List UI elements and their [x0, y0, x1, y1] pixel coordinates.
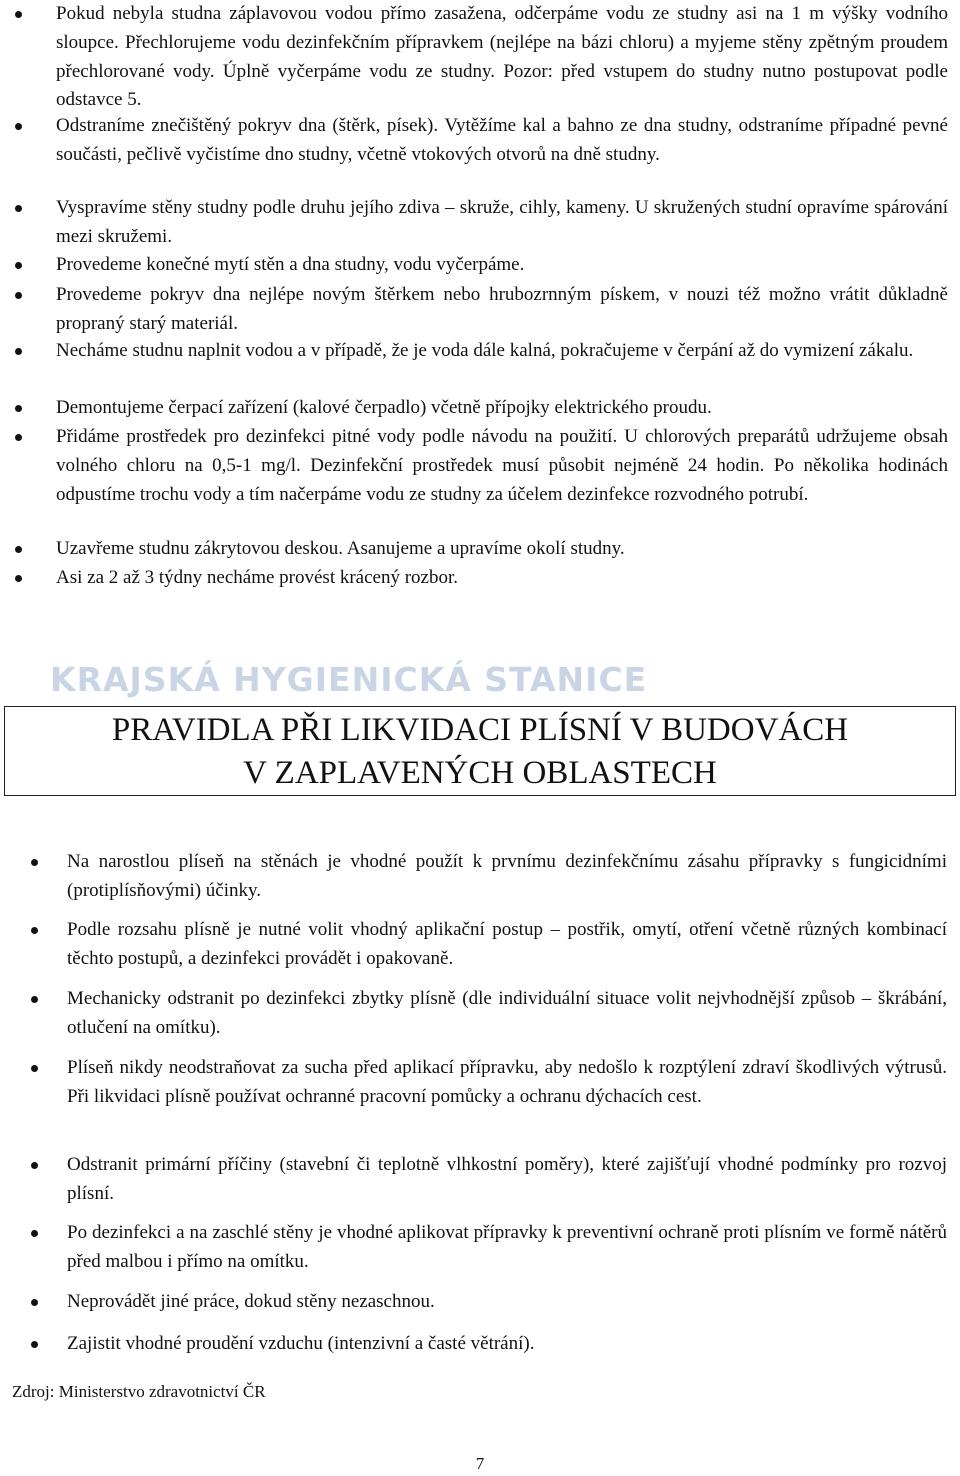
list-item: [56, 394, 948, 423]
page-number: 7: [475, 1454, 485, 1473]
list-item: [56, 194, 948, 252]
list-item-text: Necháme studnu naplnit vodou a v případě, že je voda dále kalná, pokračujeme v čerpání až do vymizení zákalu.: [56, 340, 914, 361]
bullet-icon: [15, 262, 22, 269]
bullet-icon: [15, 205, 22, 212]
list-item: [67, 1054, 947, 1111]
agency-header: KRAJSKÁ HYGIENICKÁ STANICE: [50, 660, 648, 699]
list-item: [56, 423, 948, 509]
list-item: [67, 1151, 947, 1208]
section-title-line-2: V ZAPLAVENÝCH OBLASTECH: [243, 755, 717, 791]
list-item: [67, 848, 947, 905]
bullet-icon: [31, 1341, 38, 1348]
list-item: [56, 535, 948, 564]
list-item: [56, 251, 948, 280]
source-note: Zdroj: Ministerstvo zdravotnictví ČR: [12, 1382, 266, 1401]
list-item-text: Demontujeme čerpací zařízení (kalové čerpadlo) včetně přípojky elektrického proudu.: [56, 397, 712, 418]
list-item: [56, 564, 948, 593]
bullet-icon: [31, 1065, 38, 1072]
bullet-icon: [15, 123, 22, 130]
list-item: [67, 1219, 947, 1276]
list-item-text: Zajistit vhodné proudění vzduchu (intenzivní a časté větrání).: [67, 1333, 535, 1354]
list-item-text: Přidáme prostředek pro dezinfekci pitné vody podle návodu na použití. U chlorových preparátů udržujeme obsah volného chloru na 0,5-1 mg/l. Dezinfekční prostředek musí působit nejméně 24 hodin. Po několika hodinách odpustíme trochu vody a tím načerpáme vodu ze studny za účelem dezinfekce rozvodného potrubí.: [56, 426, 948, 505]
list-item-text: Provedeme pokryv dna nejlépe novým štěrkem nebo hrubozrnným pískem, v nouzi též možno vrátit důkladně propraný starý materiál.: [56, 284, 948, 334]
list-item-text: Na narostlou plíseň na stěnách je vhodné použít k prvnímu dezinfekčnímu zásahu přípravky s fungicidními (protiplísňovými) účinky.: [67, 851, 947, 901]
list-item-text: Provedeme konečné mytí stěn a dna studny, vodu vyčerpáme.: [56, 254, 525, 275]
list-item-text: Po dezinfekci a na zaschlé stěny je vhodné aplikovat přípravky k preventivní ochraně proti plísním ve formě nátěrů před malbou i přímo na omítku.: [67, 1222, 947, 1272]
list-item: [67, 916, 947, 973]
list-item-text: Neprovádět jiné práce, dokud stěny nezaschnou.: [67, 1291, 435, 1312]
bullet-icon: [31, 1162, 38, 1169]
bullet-icon: [15, 348, 22, 355]
bullet-icon: [15, 11, 22, 18]
bullet-icon: [31, 927, 38, 934]
bullet-icon: [31, 1299, 38, 1306]
section-title-box: [4, 706, 956, 796]
list-item: [56, 337, 948, 366]
bullet-icon: [31, 1230, 38, 1237]
list-item-text: Vyspravíme stěny studny podle druhu jejího zdiva – skruže, cihly, kameny. U skružených studní opravíme spárování mezi skružemi.: [56, 197, 948, 247]
list-item-text: Plíseň nikdy neodstraňovat za sucha před aplikací přípravku, aby nedošlo k rozptýlení zdraví škodlivých výtrusů. Při likvidaci plísně používat ochranné pracovní pomůcky a ochranu dýchacích cest.: [67, 1057, 947, 1107]
section-title-line-1: PRAVIDLA PŘI LIKVIDACI PLÍSNÍ V BUDOVÁCH: [111, 712, 849, 748]
list-item: [67, 1330, 947, 1359]
bullet-icon: [15, 546, 22, 553]
list-item: [56, 0, 948, 115]
bullet-icon: [15, 434, 22, 441]
bullet-icon: [15, 575, 22, 582]
list-item: [67, 1288, 947, 1317]
list-item-text: Odstraníme znečištěný pokryv dna (štěrk, písek). Vytěžíme kal a bahno ze dna studny, odstraníme případné pevné součásti, pečlivě vyčistíme dno studny, včetně vtokových otvorů na dně studny.: [56, 115, 948, 165]
list-item: [67, 985, 947, 1042]
list-item-text: Pokud nebyla studna záplavovou vodou přímo zasažena, odčerpáme vodu ze studny asi na 1 m výšky vodního sloupce. Přechlorujeme vodu dezinfekčním přípravkem (nejlépe na bázi chloru) a myjeme stěny zpětným proudem přechlorované vody. Úplně vyčerpáme vodu ze studny. Pozor: před vstupem do studny nutno postupovat podle odstavce 5.: [56, 3, 948, 111]
list-item-text: Asi za 2 až 3 týdny necháme provést krácený rozbor.: [56, 567, 459, 588]
list-item-text: Mechanicky odstranit po dezinfekci zbytky plísně (dle individuální situace volit nejvhodnější způsob – škrábání, otlučení na omítku).: [67, 988, 947, 1038]
bullet-icon: [31, 859, 38, 866]
bullet-icon: [31, 996, 38, 1003]
list-item-text: Uzavřeme studnu zákrytovou deskou. Asanujeme a upravíme okolí studny.: [56, 538, 625, 559]
list-item: [56, 281, 948, 339]
list-item-text: Podle rozsahu plísně je nutné volit vhodný aplikační postup – postřik, omytí, otření včetně různých kombinací těchto postupů, a dezinfekci provádět i opakovaně.: [67, 919, 947, 969]
bullet-icon: [15, 405, 22, 412]
list-item-text: Odstranit primární příčiny (stavební či teplotně vlhkostní poměry), které zajišťují vhodné podmínky pro rozvoj plísní.: [67, 1154, 947, 1204]
list-item: [56, 112, 948, 170]
bullet-icon: [15, 292, 22, 299]
